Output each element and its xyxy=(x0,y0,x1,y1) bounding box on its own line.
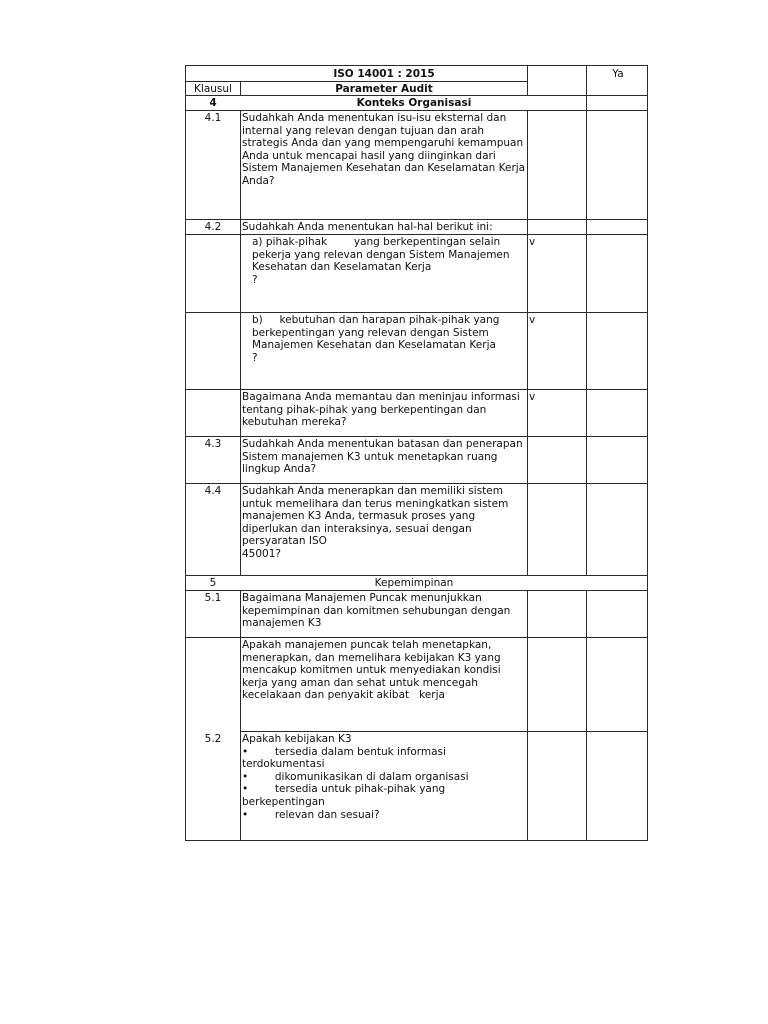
audit-question: Sudahkah Anda menentukan isu-isu eksternal dan internal yang relevan dengan tujuan dan arah strategis Anda dan yang mempengaruhi kemampuan Anda untuk mencapai hasil yang diinginkan dari Sistem Manajemen Kesehatan dan Keselamatan Kerja Anda? xyxy=(242,112,526,187)
column-divider xyxy=(240,81,241,96)
clause-number: 5.1 xyxy=(204,592,222,604)
audit-question: Sudahkah Anda menerapkan dan memiliki sistem untuk memelihara dan terus meningkatkan sistem manajemen K3 Anda, termasuk proses yang diperlukan dan interaksinya, sesuai dengan persyaratan ISO 45001? xyxy=(242,485,509,560)
row-divider xyxy=(185,483,648,484)
row-divider xyxy=(185,436,648,437)
audit-question: Sudahkah Anda menentukan batasan dan penerapan Sistem manajemen K3 untuk menetapkan ruang lingkup Anda? xyxy=(242,438,523,476)
clause-number: 4.1 xyxy=(204,112,222,124)
column-divider xyxy=(240,110,241,576)
row-divider xyxy=(185,219,648,220)
clause-number: 4.2 xyxy=(204,221,222,233)
audit-question: a) pihak-pihak yang berkepentingan selain pekerja yang relevan dengan Sistem Manajemen Kesehatan dan Keselamatan Kerja ? xyxy=(252,236,510,286)
column-divider xyxy=(527,65,528,96)
table-border-bottom xyxy=(185,840,648,841)
standard-title: ISO 14001 : 2015 xyxy=(333,68,435,80)
table-border-top xyxy=(185,65,648,66)
yes-mark: v xyxy=(529,314,536,326)
row-divider xyxy=(185,81,527,82)
audit-question: Apakah manajemen puncak telah menetapkan, menerapkan, dan memelihara kebijakan K3 yang mencakup komitmen untuk menyediakan kondisi kerja yang aman dan sehat untuk mencegah kecelakaan dan penyakit akibat kerja xyxy=(242,639,501,702)
audit-question: Bagaimana Anda memantau dan meninjau informasi tentang pihak-pihak yang berkepentingan dan kebutuhan mereka? xyxy=(242,391,520,429)
yes-mark: v xyxy=(529,236,536,248)
column-divider xyxy=(240,590,241,841)
column-header-parameter: Parameter Audit xyxy=(335,83,433,95)
section-number: 5 xyxy=(209,577,217,589)
column-divider xyxy=(586,65,587,576)
audit-question: Sudahkah Anda menentukan hal-hal berikut ini: xyxy=(242,221,493,233)
clause-number: 5.2 xyxy=(204,733,222,745)
yes-mark: v xyxy=(529,391,536,403)
column-divider xyxy=(527,110,528,576)
row-divider xyxy=(185,590,648,591)
column-header-clause: Klausul xyxy=(194,83,232,95)
row-divider xyxy=(185,575,648,576)
clause-number: 4.3 xyxy=(204,438,222,450)
row-divider xyxy=(185,312,648,313)
row-divider xyxy=(185,110,648,111)
audit-question: Bagaimana Manajemen Puncak menunjukkan kepemimpinan dan komitmen sehubungan dengan manajemen K3 xyxy=(242,592,511,630)
column-header-yes: Ya xyxy=(612,68,624,80)
table-border-left xyxy=(185,65,186,841)
section-number: 4 xyxy=(209,97,217,109)
row-divider xyxy=(185,95,648,96)
table-border-right xyxy=(647,65,648,841)
row-divider xyxy=(185,637,648,638)
row-divider xyxy=(185,234,648,235)
column-divider xyxy=(586,590,587,841)
row-divider xyxy=(185,389,648,390)
audit-question: b) kebutuhan dan harapan pihak-pihak yang berkepentingan yang relevan dengan Sistem Manajemen Kesehatan dan Keselamatan Kerja ? xyxy=(252,314,500,364)
section-title: Konteks Organisasi xyxy=(356,97,472,109)
section-title: Kepemimpinan xyxy=(374,577,454,589)
audit-question: Apakah kebijakan K3 • tersedia dalam bentuk informasi terdokumentasi • dikomunikasikan di dalam organisasi • tersedia untuk pihak-pihak yang berkepentingan • relevan dan sesuai? xyxy=(242,733,469,821)
column-divider xyxy=(527,590,528,841)
clause-number: 4.4 xyxy=(204,485,222,497)
